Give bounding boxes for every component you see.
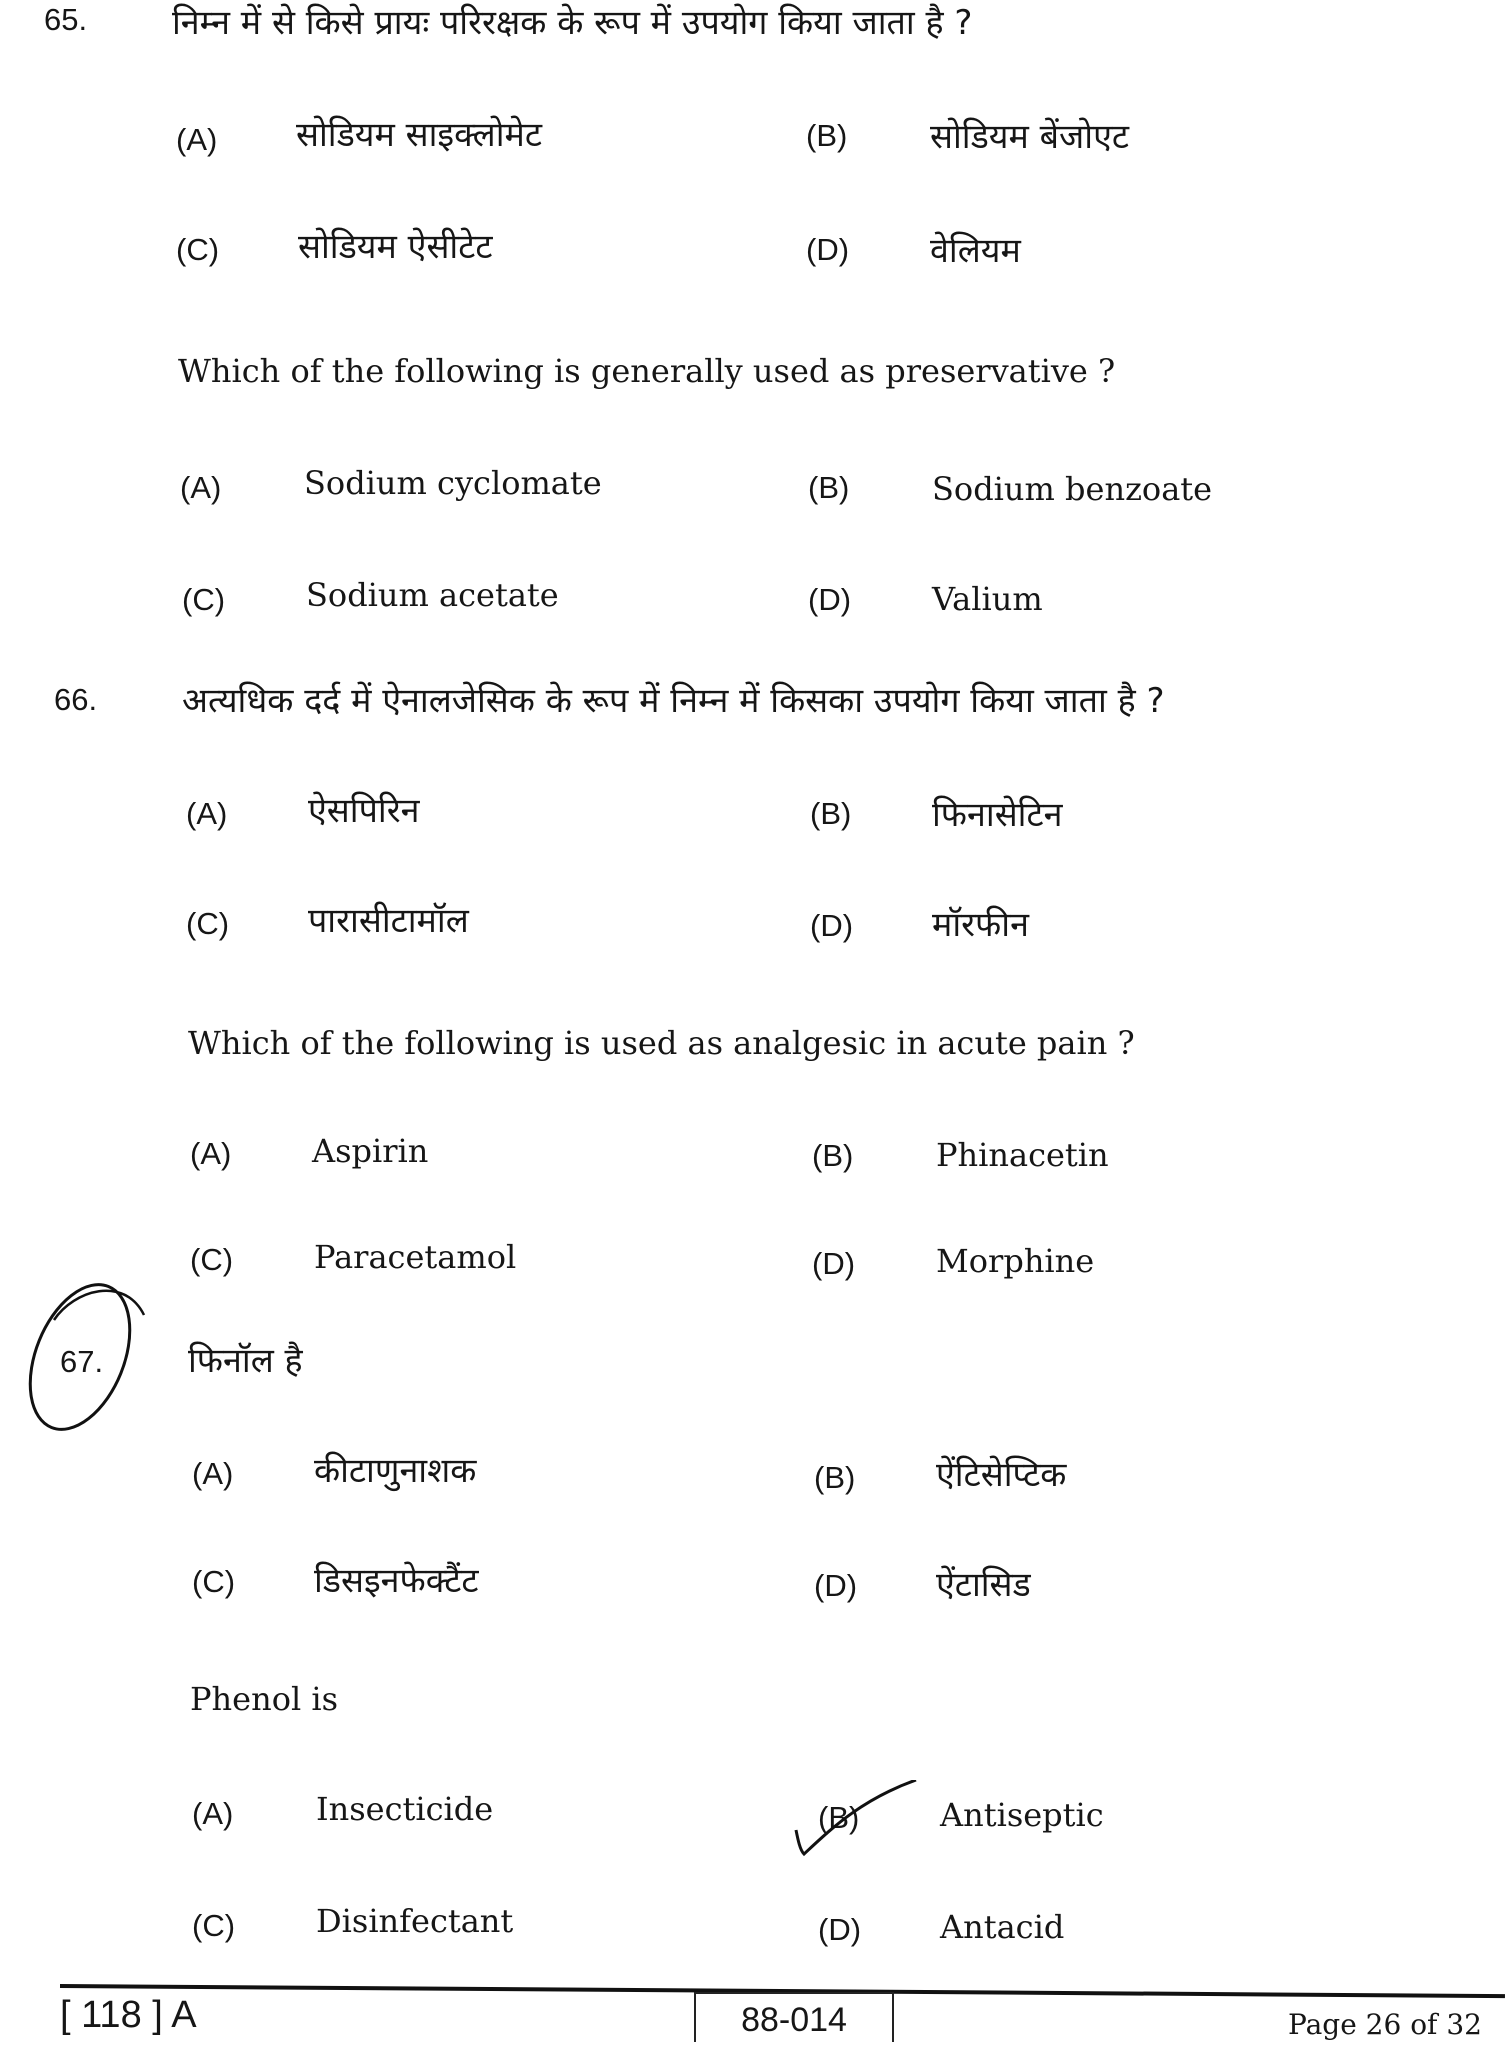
option-text-hindi: ऐंटिसेप्टिक [936,1455,1067,1495]
question-text-english: Which of the following is used as analgesic in acute pain ? [188,1024,1135,1062]
option-label: (B) [814,1460,856,1495]
option-label: (A) [192,1456,234,1491]
option-label: (A) [186,796,228,831]
question-text-hindi: अत्यधिक दर्द में ऐनालजेसिक के रूप में निम्न में किसका उपयोग किया जाता है ? [182,681,1165,721]
option-text-english: Sodium cyclomate [304,464,602,502]
option-label: (D) [806,232,850,267]
option-text-english: Aspirin [312,1132,429,1170]
option-text-hindi: कीटाणुनाशक [314,1451,477,1491]
option-text-english: Sodium benzoate [932,470,1213,508]
option-text-english: Insecticide [316,1790,494,1828]
option-label: (A) [176,122,218,157]
footer-page-number: Page 26 of 32 [1288,2008,1482,2041]
option-label: (B) [806,118,848,153]
option-text-hindi: ऐसपिरिन [308,791,420,831]
option-label: (D) [808,582,852,617]
question-number: 65. [44,2,88,37]
option-text-hindi: सोडियम ऐसीटेट [298,227,493,267]
question-text-english: Which of the following is generally used as preservative ? [178,352,1116,390]
option-text-english: Valium [932,580,1043,618]
question-number: 67. [60,1344,104,1379]
option-text-hindi: पारासीटामॉल [308,901,469,941]
option-text-hindi: सोडियम बेंजोएट [930,117,1130,157]
option-text-hindi: फिनासेटिन [932,795,1063,835]
option-text-hindi: वेलियम [930,231,1021,271]
option-label: (C) [176,232,220,267]
option-label: (A) [190,1136,232,1171]
question-number: 66. [54,682,98,717]
option-label: (A) [180,470,222,505]
option-label: (D) [814,1568,858,1603]
option-label: (C) [186,906,230,941]
option-label: (C) [192,1564,236,1599]
option-label: (C) [182,582,226,617]
option-label: (B) [818,1800,860,1835]
question-text-hindi: फिनॉल है [188,1341,303,1381]
option-text-english: Paracetamol [314,1238,517,1276]
handwritten-checkmark-icon [790,1780,920,1860]
option-text-english: Antiseptic [940,1796,1104,1834]
option-label: (C) [192,1908,236,1943]
option-text-hindi: मॉरफीन [932,905,1029,945]
option-text-hindi: सोडियम साइक्लोमेट [296,115,542,155]
option-label: (D) [818,1912,862,1947]
question-text-english: Phenol is [190,1680,339,1718]
option-label: (B) [810,796,852,831]
option-text-english: Sodium acetate [306,576,559,614]
option-text-english: Phinacetin [936,1136,1109,1174]
option-text-hindi: ऐंटासिड [936,1565,1031,1605]
option-label: (A) [192,1796,234,1831]
option-label: (D) [812,1246,856,1281]
option-text-english: Disinfectant [316,1902,514,1940]
footer-paper-code: 88-014 [694,1992,894,2042]
question-text-hindi: निम्न में से किसे प्रायः परिरक्षक के रूप में उपयोग किया जाता है ? [172,3,973,43]
option-label: (B) [812,1138,854,1173]
option-label: (C) [190,1242,234,1277]
option-text-english: Antacid [940,1908,1065,1946]
option-label: (D) [810,908,854,943]
option-text-hindi: डिसइनफेक्टैंट [314,1561,479,1601]
footer-booklet-code: [ 118 ] A [60,1994,197,2036]
option-text-english: Morphine [936,1242,1095,1280]
option-label: (B) [808,470,850,505]
